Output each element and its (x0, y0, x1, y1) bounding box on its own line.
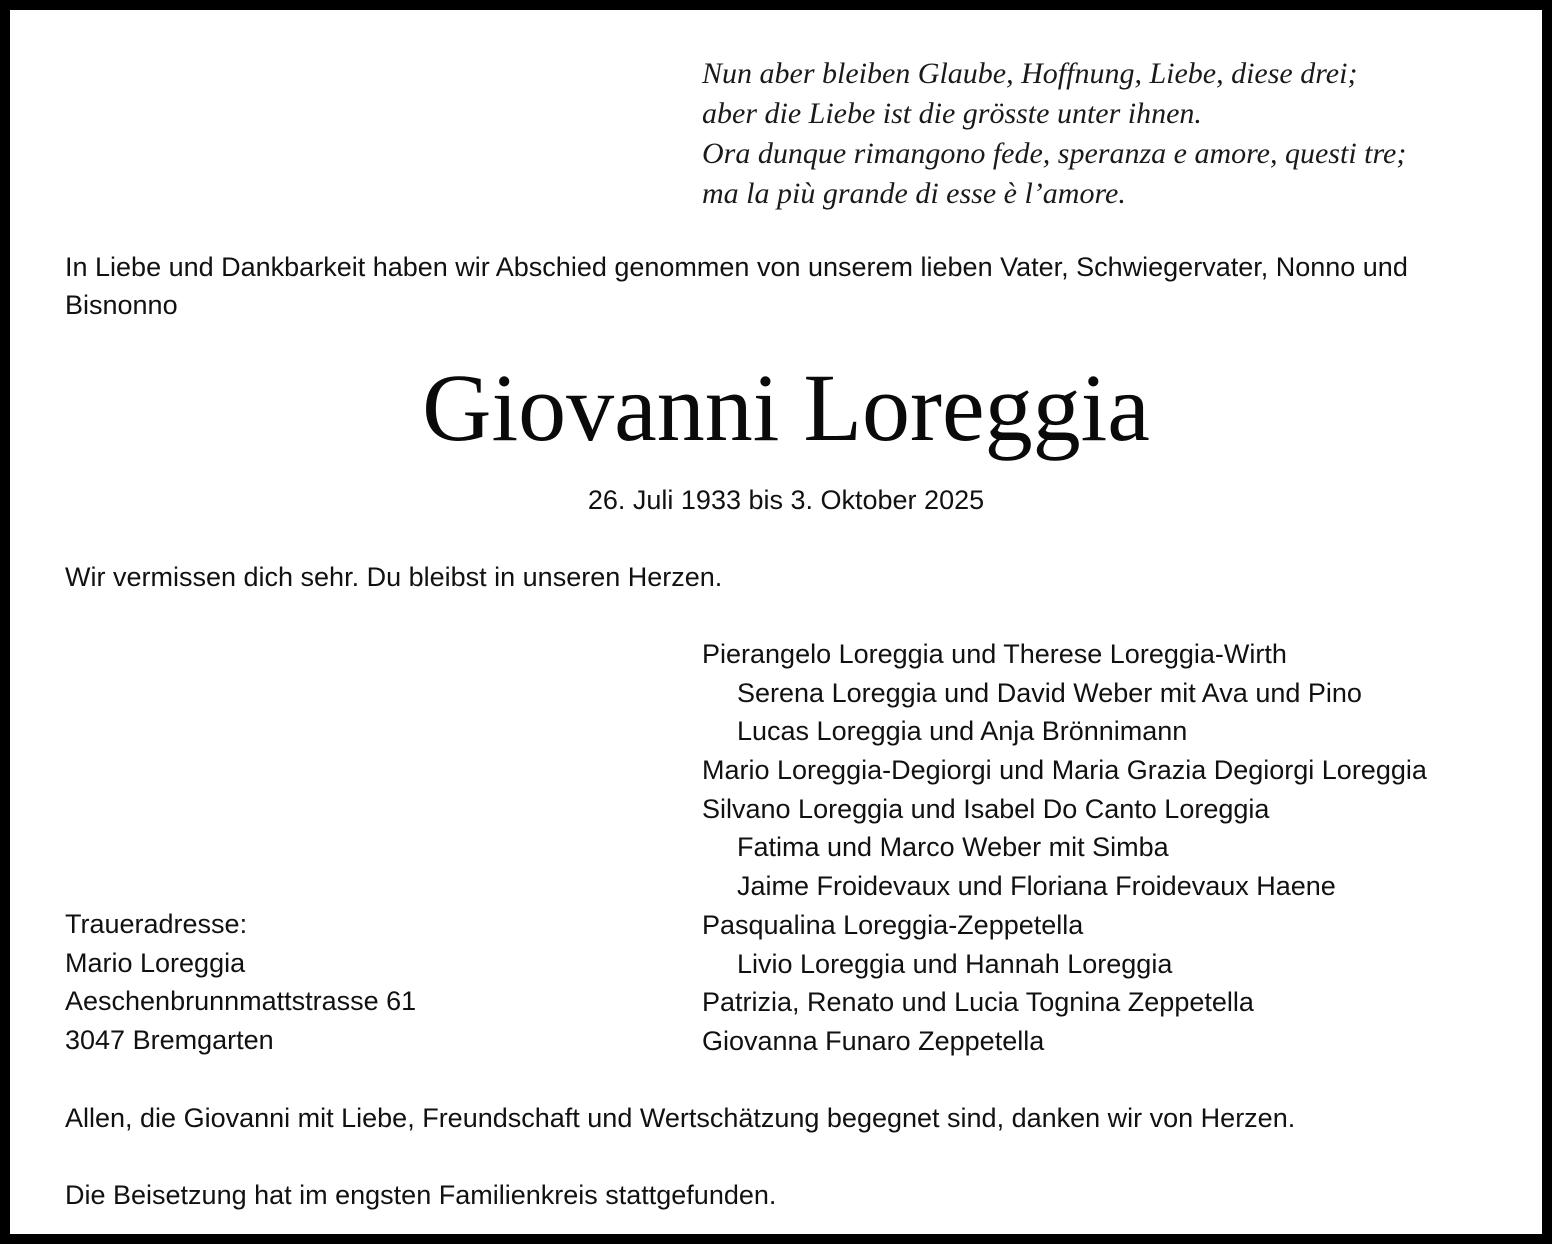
miss-text: Wir vermissen dich sehr. Du bleibst in unseren Herzen. (65, 562, 723, 592)
family-member: Pierangelo Loreggia und Therese Loreggia-Wirth (702, 639, 1287, 669)
family-list (702, 635, 1427, 1061)
address-city: 3047 Bremgarten (65, 1025, 274, 1056)
address-label: Traueradresse: (65, 909, 248, 939)
address-name: Mario Loreggia (65, 947, 246, 978)
bible-verse (702, 54, 1406, 214)
verse-line: Ora dunque rimangono fede, speranza e amore, questi tre; (702, 137, 1407, 170)
family-member: Serena Loreggia und David Weber mit Ava und Pino (737, 677, 1362, 708)
family-member: Patrizia, Renato und Lucia Tognina Zeppetella (702, 987, 1254, 1018)
deceased-name: Giovanni Loreggia (422, 354, 1150, 461)
verse-line: Nun aber bleiben Glaube, Hoffnung, Liebe, diese drei; (702, 57, 1358, 90)
life-dates: 26. Juli 1933 bis 3. Oktober 2025 (587, 485, 985, 515)
verse-line: aber die Liebe ist die grösste unter ihnen. (702, 97, 1202, 130)
family-member: Pasqualina Loreggia-Zeppetella (702, 909, 1084, 940)
family-member: Silvano Loreggia und Isabel Do Canto Loreggia (702, 793, 1270, 824)
thanks-text: Allen, die Giovanni mit Liebe, Freundschaft und Wertschätzung begegnet sind, danken wir von Herzen. (65, 1103, 1296, 1133)
family-member: Mario Loreggia-Degiorgi und Maria Grazia Degiorgi Loreggia (702, 755, 1427, 786)
family-member: Fatima und Marco Weber mit Simba (737, 832, 1169, 863)
family-member: Livio Loreggia und Hannah Loreggia (737, 948, 1173, 979)
family-member: Jaime Froidevaux und Floriana Froidevaux Haene (737, 871, 1336, 902)
burial-text: Die Beisetzung hat im engsten Familienkreis stattgefunden. (65, 1180, 777, 1210)
family-member: Giovanna Funaro Zeppetella (702, 1025, 1045, 1056)
family-member: Lucas Loreggia und Anja Brönnimann (737, 716, 1188, 747)
intro-text: In Liebe und Dankbarkeit haben wir Abschied genommen von unserem lieben Vater, Schwiegervater, Nonno und Bisnonno (65, 252, 1408, 320)
verse-line: ma la più grande di esse è l’amore. (702, 177, 1126, 210)
address-street: Aeschenbrunnmattstrasse 61 (65, 986, 417, 1017)
mourning-address (65, 905, 416, 1060)
